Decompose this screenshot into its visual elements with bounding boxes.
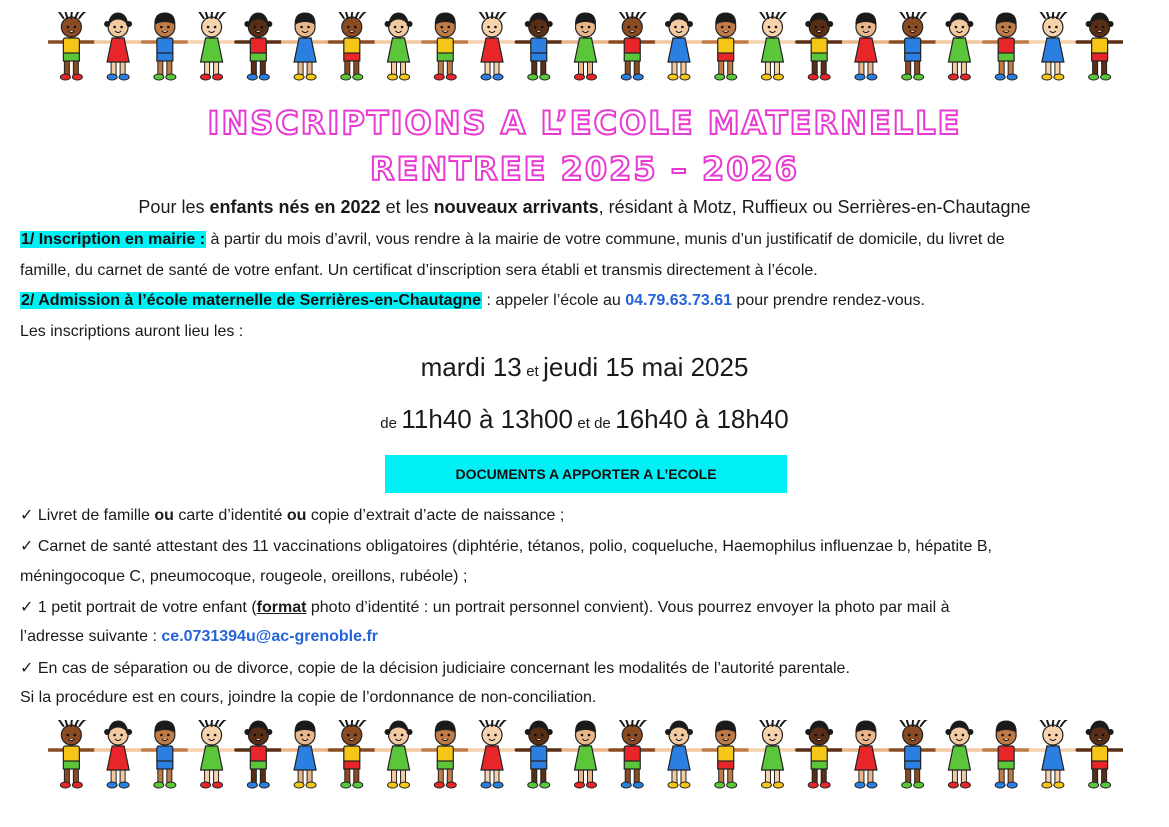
child-figure	[656, 721, 703, 788]
item3-format: format	[256, 599, 307, 616]
child-figure	[562, 13, 609, 80]
kids-border-bottom	[48, 720, 1123, 792]
child-figure	[843, 13, 890, 80]
child-figure	[1030, 12, 1077, 80]
child-figure	[609, 12, 656, 80]
child-figure	[749, 12, 796, 80]
school-email-link[interactable]: ce.0731394u@ac-grenoble.fr	[161, 628, 378, 645]
child-figure	[422, 721, 469, 788]
child-figure	[422, 13, 469, 80]
step1-line-1	[20, 230, 1150, 250]
child-figure	[95, 721, 142, 788]
child-figure	[749, 720, 796, 788]
step2-label: 2/ Admission à l’école maternelle de Serrières-en-Chautagne	[21, 292, 482, 309]
children-holding-hands-illustration	[48, 720, 1123, 792]
child-figure	[141, 13, 188, 80]
step1-label: 1/ Inscription en mairie :	[21, 231, 206, 248]
child-figure	[328, 720, 375, 788]
check-icon: ✓	[20, 505, 34, 524]
item1-or-1: ou	[154, 507, 174, 524]
intro-text-3: , résidant à Motz, Ruffieux ou Serrières-en-Chautagne	[598, 197, 1031, 217]
hours-morning: 11h40 à 13h00	[401, 404, 573, 434]
child-figure	[983, 13, 1030, 80]
document-item-5: Si la procédure est en cours, joindre la copie de l’ordonnance de non-conciliation.	[20, 689, 597, 706]
item4-text: En cas de séparation ou de divorce, copie de la décision judiciaire concernant les modalités de l’autorité parentale.	[33, 660, 850, 677]
child-figure	[609, 720, 656, 788]
item1-text-c: copie d’extrait d’acte de naissance ;	[306, 507, 565, 524]
document-item-2-line-2: méningocoque C, pneumocoque, rougeole, oreillons, rubéole) ;	[20, 568, 468, 585]
school-phone-number[interactable]: 04.79.63.73.61	[625, 292, 732, 309]
intro-bold-children: enfants nés en 2022	[209, 197, 381, 217]
page-title-line-1: INSCRIPTIONS A L’ECOLE MATERNELLE	[207, 104, 962, 142]
intro-text-1: Pour les	[138, 197, 210, 217]
child-figure	[141, 721, 188, 788]
child-figure	[515, 721, 562, 788]
step2-line	[20, 291, 1150, 311]
documents-heading-box	[385, 455, 787, 493]
document-item-3-line-2	[20, 627, 1150, 647]
child-figure	[936, 721, 983, 788]
child-figure	[188, 720, 235, 788]
children-holding-hands-illustration	[48, 12, 1123, 84]
child-figure	[796, 721, 843, 788]
document-item-3-line-1	[20, 597, 1150, 618]
hours-afternoon: 16h40 à 18h40	[615, 404, 789, 434]
step1-line-2: famille, du carnet de santé de votre enfant. Un certificat d’inscription sera établi et transmis directement à l’école.	[20, 262, 818, 279]
child-figure	[515, 13, 562, 80]
intro-paragraph	[0, 196, 1169, 218]
child-figure	[188, 12, 235, 80]
item3-text-a: 1 petit portrait de votre enfant (	[33, 599, 257, 616]
hours-prefix: de	[380, 415, 397, 432]
child-figure	[1030, 720, 1077, 788]
child-figure	[282, 721, 329, 788]
child-figure	[936, 13, 983, 80]
child-figure	[235, 13, 282, 80]
dates-connector: et	[526, 363, 539, 380]
item1-text-a: Livret de famille	[33, 507, 155, 524]
document-item-2-line-1	[20, 536, 1150, 557]
step2-text-a: : appeler l’école au	[482, 292, 626, 309]
child-figure	[796, 13, 843, 80]
step1-text-a: à partir du mois d’avril, vous rendre à la mairie de votre commune, munis d’un justificatif de domicile, du livret de	[206, 231, 1005, 248]
intro-bold-newcomers: nouveaux arrivants	[433, 197, 599, 217]
child-figure	[48, 12, 95, 80]
child-figure	[375, 13, 422, 80]
hours-connector: et de	[577, 415, 611, 432]
check-icon: ✓	[20, 536, 34, 555]
date-2: jeudi 15 mai 2025	[543, 352, 749, 382]
child-figure	[328, 12, 375, 80]
intro-text-2: et les	[380, 197, 434, 217]
kids-border-top	[48, 12, 1123, 84]
child-figure	[562, 721, 609, 788]
check-icon: ✓	[20, 597, 34, 616]
item2-text-a: Carnet de santé attestant des 11 vaccinations obligatoires (diphtérie, tétanos, polio, coqueluche, Haemophilus influenzae b, hépatite B,	[33, 538, 992, 555]
child-figure	[983, 721, 1030, 788]
registration-hours	[0, 404, 1169, 435]
child-figure	[702, 13, 749, 80]
child-figure	[889, 720, 936, 788]
date-1: mardi 13	[420, 352, 522, 382]
document-item-4	[20, 658, 1150, 679]
child-figure	[469, 720, 516, 788]
child-figure	[656, 13, 703, 80]
child-figure	[702, 721, 749, 788]
child-figure	[48, 720, 95, 788]
page-title-line-2: RENTREE 2025 – 2026	[369, 150, 799, 188]
item3-text-b: photo d’identité : un portrait personnel convient). Vous pourrez envoyer la photo par mail à	[306, 599, 950, 616]
document-item-1	[20, 505, 1150, 526]
step2-text-b: pour prendre rendez-vous.	[731, 292, 925, 309]
child-figure	[235, 721, 282, 788]
child-figure	[469, 12, 516, 80]
child-figure	[1076, 721, 1123, 788]
registration-dates	[0, 352, 1169, 383]
check-icon: ✓	[20, 658, 34, 677]
item1-or-2: ou	[286, 507, 307, 524]
documents-heading: DOCUMENTS A APPORTER A L’ECOLE	[455, 466, 717, 482]
child-figure	[843, 721, 890, 788]
item3-text-c: l’adresse suivante :	[20, 628, 162, 645]
child-figure	[1076, 13, 1123, 80]
child-figure	[889, 12, 936, 80]
child-figure	[375, 721, 422, 788]
child-figure	[282, 13, 329, 80]
child-figure	[95, 13, 142, 80]
dates-intro: Les inscriptions auront lieu les :	[20, 323, 244, 340]
item1-text-b: carte d’identité	[173, 507, 287, 524]
